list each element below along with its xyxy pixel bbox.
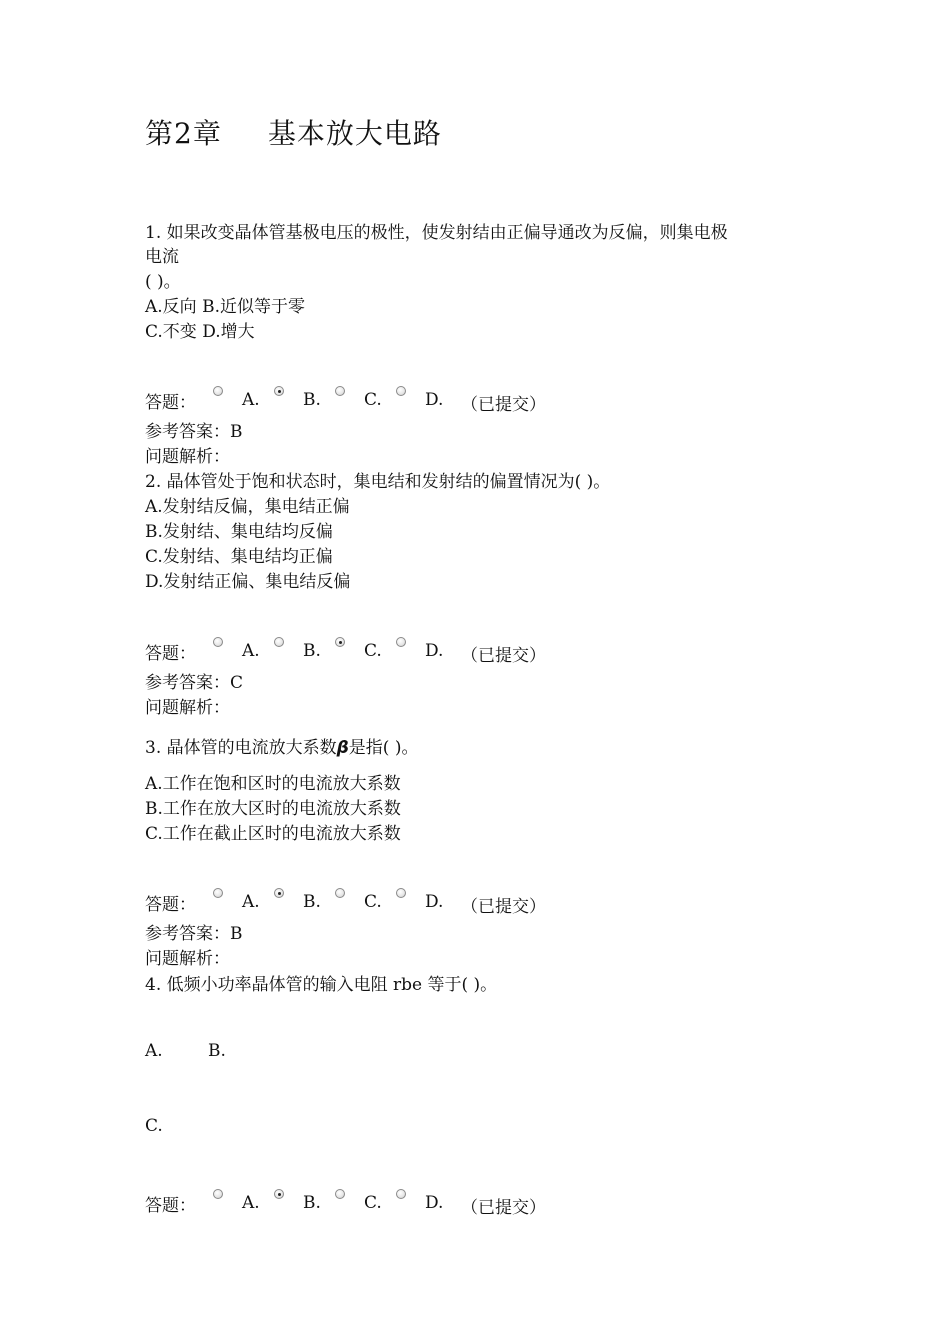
option-label-b: B. xyxy=(303,641,321,661)
choice-line: A.工作在饱和区时的电流放大系数 xyxy=(145,774,401,794)
option-label-b: B. xyxy=(303,1193,321,1213)
submit-status: （已提交） xyxy=(461,897,546,917)
choice-label-c: C. xyxy=(145,1116,163,1136)
reference-answer: 参考答案：B xyxy=(145,422,243,442)
radio-option-a[interactable] xyxy=(213,1189,223,1199)
choice-line: C.不变 D.增大 xyxy=(145,322,255,342)
answer-label: 答题： xyxy=(145,895,196,915)
radio-option-c[interactable] xyxy=(335,1189,345,1199)
radio-option-c[interactable] xyxy=(335,637,345,647)
question-text-line xyxy=(145,737,418,759)
radio-option-b[interactable] xyxy=(274,637,284,647)
choice-line: B.发射结、集电结均反偏 xyxy=(145,522,333,542)
radio-option-d[interactable] xyxy=(396,888,406,898)
radio-option-a[interactable] xyxy=(213,386,223,396)
option-label-a: A. xyxy=(242,1193,260,1213)
option-label-a: A. xyxy=(242,390,260,410)
beta-symbol: β xyxy=(336,738,349,758)
choice-line: B.工作在放大区时的电流放大系数 xyxy=(145,799,401,819)
radio-option-b[interactable] xyxy=(274,888,284,898)
analysis-label: 问题解析： xyxy=(145,447,230,467)
chapter-title xyxy=(145,112,442,152)
option-label-d: D. xyxy=(425,641,444,661)
reference-answer: 参考答案：B xyxy=(145,924,243,944)
question-stem: 3. 晶体管的电流放大系数 xyxy=(145,738,337,758)
answer-label: 答题： xyxy=(145,1196,196,1216)
radio-option-c[interactable] xyxy=(335,386,345,396)
option-label-d: D. xyxy=(425,1193,444,1213)
radio-option-c[interactable] xyxy=(335,888,345,898)
question-text-line: 4. 低频小功率晶体管的输入电阻 rbe 等于( )。 xyxy=(145,975,498,995)
option-label-c: C. xyxy=(364,1193,382,1213)
submit-status: （已提交） xyxy=(461,1198,546,1218)
submit-status: （已提交） xyxy=(461,646,546,666)
analysis-label: 问题解析： xyxy=(145,698,230,718)
answer-label: 答题： xyxy=(145,393,196,413)
option-label-b: B. xyxy=(303,892,321,912)
radio-option-d[interactable] xyxy=(396,637,406,647)
radio-option-a[interactable] xyxy=(213,888,223,898)
question-text-line: 1. 如果改变晶体管基极电压的极性，使发射结由正偏导通改为反偏，则集电极 xyxy=(145,223,728,243)
chapter-name: 基本放大电路 xyxy=(267,117,442,150)
answer-label: 答题： xyxy=(145,644,196,664)
radio-option-b[interactable] xyxy=(274,386,284,396)
submit-status: （已提交） xyxy=(461,395,546,415)
radio-option-d[interactable] xyxy=(396,386,406,396)
choice-line: D.发射结正偏、集电结反偏 xyxy=(145,572,351,592)
option-label-c: C. xyxy=(364,892,382,912)
choice-line: C.发射结、集电结均正偏 xyxy=(145,547,333,567)
chapter-number: 第2章 xyxy=(145,117,222,150)
option-label-a: A. xyxy=(242,892,260,912)
radio-option-a[interactable] xyxy=(213,637,223,647)
radio-option-d[interactable] xyxy=(396,1189,406,1199)
option-label-d: D. xyxy=(425,892,444,912)
choice-line: A.反向 B.近似等于零 xyxy=(145,297,305,317)
reference-answer: 参考答案：C xyxy=(145,673,244,693)
option-label-b: B. xyxy=(303,390,321,410)
question-text-line: 电流 xyxy=(145,247,179,267)
question-stem-end: 是指( )。 xyxy=(348,738,419,758)
question-text-line: 2. 晶体管处于饱和状态时，集电结和发射结的偏置情况为( )。 xyxy=(145,472,611,492)
choice-line: C.工作在截止区时的电流放大系数 xyxy=(145,824,401,844)
analysis-label: 问题解析： xyxy=(145,949,230,969)
radio-option-b[interactable] xyxy=(274,1189,284,1199)
option-label-c: C. xyxy=(364,641,382,661)
option-label-c: C. xyxy=(364,390,382,410)
choice-label-b: B. xyxy=(208,1041,226,1061)
choice-line: A.发射结反偏，集电结正偏 xyxy=(145,497,350,517)
option-label-a: A. xyxy=(242,641,260,661)
option-label-d: D. xyxy=(425,390,444,410)
question-text-line: ( )。 xyxy=(145,272,181,292)
choice-label-a: A. xyxy=(145,1041,163,1061)
